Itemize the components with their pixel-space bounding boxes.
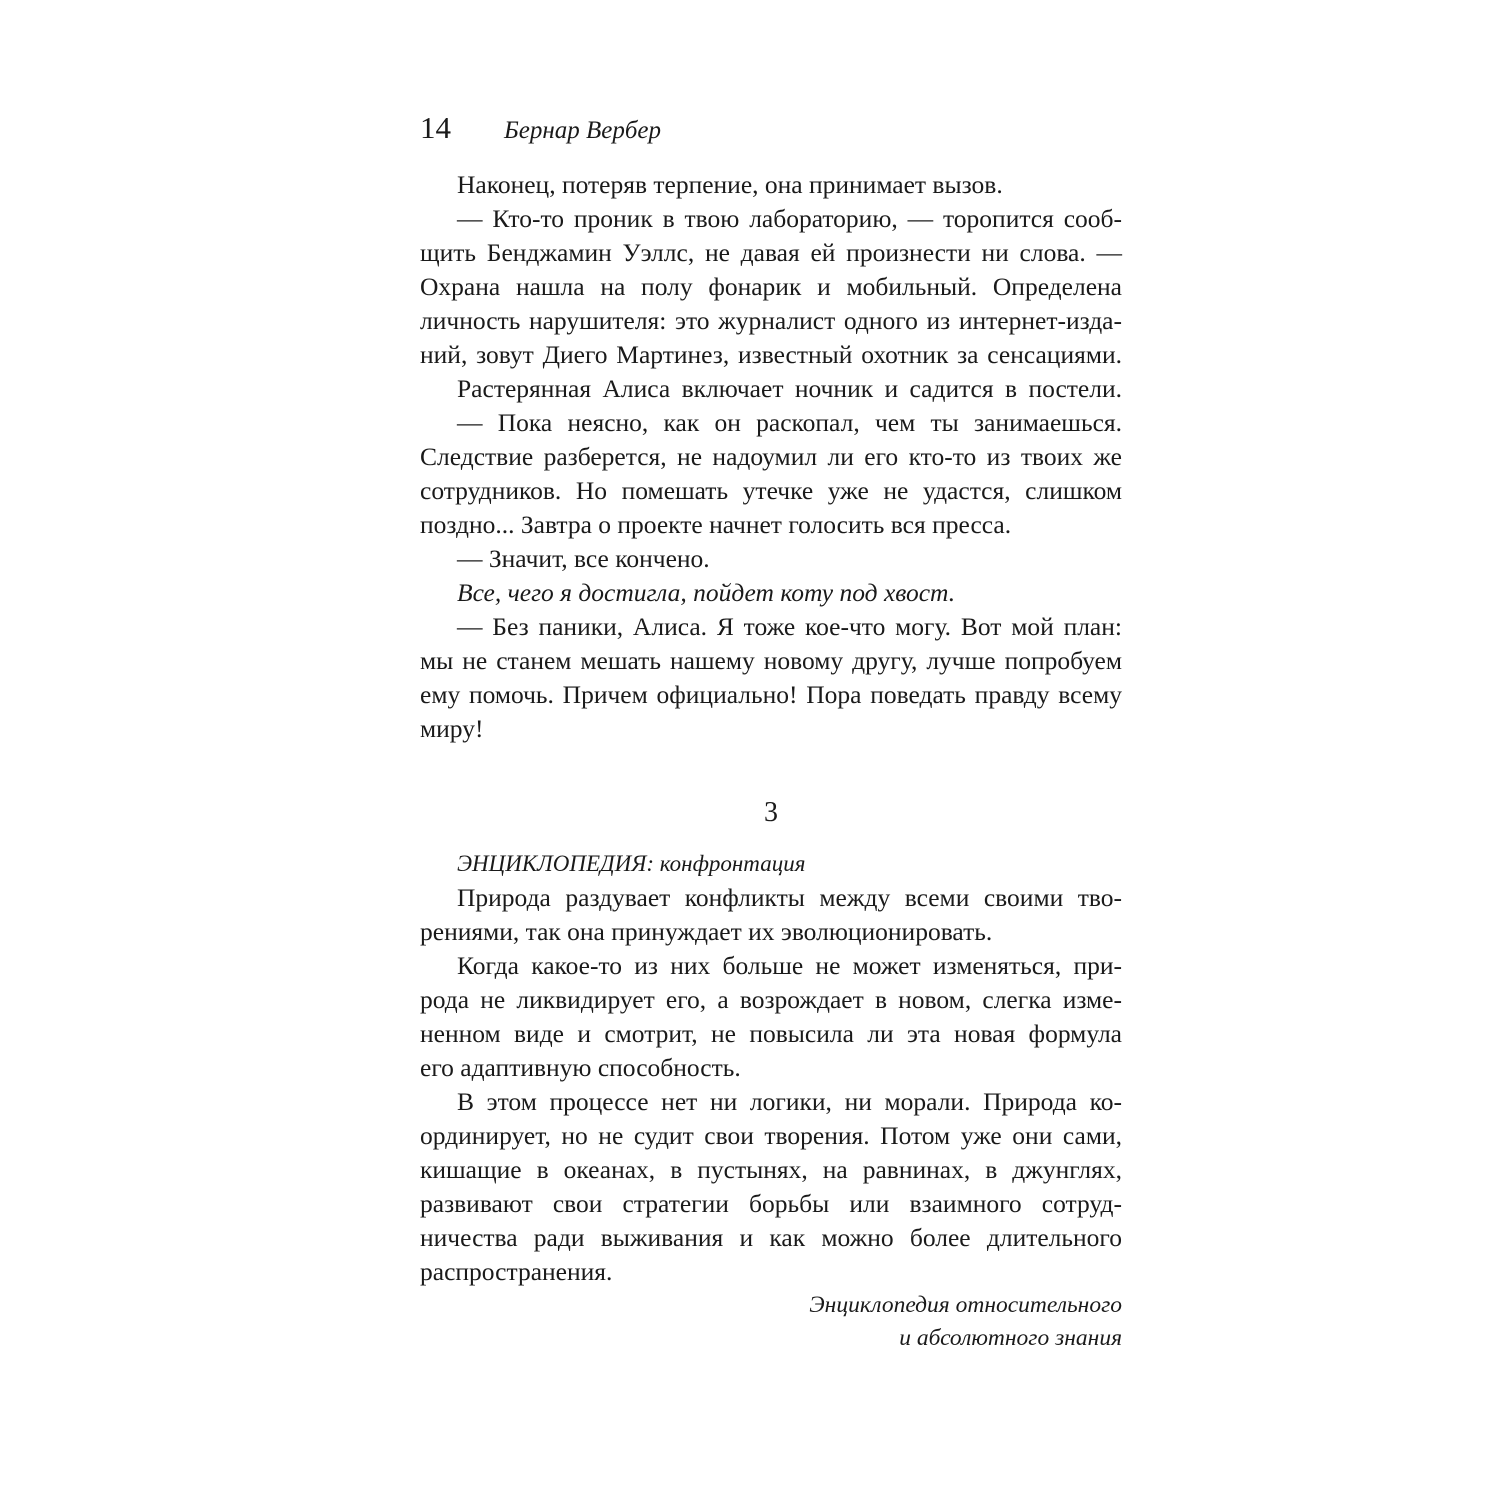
text-line: личность нарушителя: это журналист одного из интернет-изда- [420,306,1122,335]
text-line: распространения. [420,1257,613,1286]
text-line-italic: Все, чего я достигла, пойдет коту под хвост. [457,578,956,607]
text-line: Наконец, потеряв терпение, она принимает вызов. [457,170,1003,199]
running-head [420,110,1122,160]
page-number: 14 [420,110,451,145]
text-line: Природа раздувает конфликты между всеми своими тво- [457,883,1122,912]
text-line: — Кто-то проник в твою лабораторию, — торопится сооб- [457,204,1122,233]
text-line: его адаптивную способность. [420,1053,741,1082]
author-name: Бернар Вербер [504,117,662,144]
text-line: Когда какое-то из них больше не может изменяться, при- [457,951,1122,980]
encyclopedia-source-line: Энциклопедия относительного [809,1292,1122,1318]
text-line: — Без паники, Алиса. Я тоже кое-что могу. Вот мой план: [457,612,1122,641]
text-line: поздно... Завтра о проекте начнет голосить вся пресса. [420,510,1012,539]
text-line: развивают свои стратегии борьбы или взаимного сотруд- [420,1189,1122,1218]
encyclopedia-source-line: и абсолютного знания [899,1325,1122,1351]
text-line: — Пока неясно, как он раскопал, чем ты занимаешься. [457,408,1122,437]
book-page [420,110,1122,1355]
text-line: ний, зовут Диего Мартинез, известный охотник за сенсациями. [420,340,1122,369]
text-line: щить Бенджамин Уэллс, не давая ей произнести ни слова. — [420,238,1122,267]
chapter-number: 3 [764,797,778,828]
text-line: Растерянная Алиса включает ночник и садится в постели. [457,374,1122,403]
text-line: ничества ради выживания и как можно более длительного [420,1223,1122,1252]
story-text [420,168,1122,746]
text-line: ему помочь. Причем официально! Пора поведать правду всему [420,680,1122,709]
text-line: мы не станем мешать нашему новому другу, лучше попробуем [420,646,1122,675]
text-line: ненном виде и смотрит, не повысила ли эта новая формула [420,1019,1122,1048]
text-line: В этом процессе нет ни логики, ни морали. Природа ко- [457,1087,1122,1116]
text-line: сотрудников. Но помешать утечке уже не удастся, слишком [420,476,1122,505]
text-line: миру! [420,714,484,743]
text-line: рениями, так она принуждает их эволюционировать. [420,917,993,946]
encyclopedia-section [420,847,1122,1355]
text-line: Охрана нашла на полу фонарик и мобильный. Определена [420,272,1122,301]
text-line: ординирует, но не судит свои творения. Потом уже они сами, [420,1121,1122,1150]
encyclopedia-title: ЭНЦИКЛОПЕДИЯ: конфронтация [457,851,806,876]
text-line: Следствие разберется, не надоумил ли его кто-то из твоих же [420,442,1122,471]
text-line: кишащие в океанах, в пустынях, на равнинах, в джунглях, [420,1155,1122,1184]
text-line: — Значит, все кончено. [457,544,710,573]
text-line: рода не ликвидирует его, а возрождает в новом, слегка изме- [420,985,1122,1014]
